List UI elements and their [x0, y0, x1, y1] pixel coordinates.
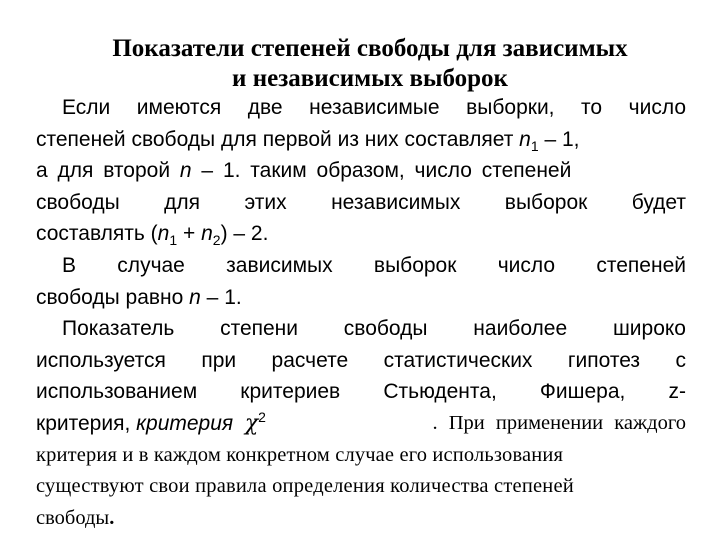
- subscript-1: 1: [530, 137, 539, 154]
- p1-line-5: [36, 218, 686, 250]
- p1-text: – 1,: [538, 127, 580, 151]
- p3-line-1: Показатель степени свободы наиболее широко: [62, 317, 686, 341]
- title-line-1: Показатели степеней свободы для зависимых: [112, 35, 628, 62]
- p1-line-4: свободы для этих независимых выборок будет: [36, 190, 686, 214]
- p2-line-2: [36, 282, 686, 314]
- superscript-2: 2: [258, 408, 266, 425]
- p1-text: составлять (: [36, 222, 158, 246]
- p1-text: степеней свободы для первой из них составляет: [36, 127, 520, 151]
- p2-text: – 1.: [200, 285, 242, 309]
- p1-line-2: [36, 124, 686, 156]
- p1-line-3: [36, 155, 686, 187]
- subscript-1: 1: [169, 232, 178, 249]
- p2-text: свободы равно: [36, 285, 190, 309]
- p1-text: а для второй: [36, 159, 180, 183]
- var-n: n: [519, 127, 531, 151]
- p3-line-2: используется при расчете статистических гипотез с: [36, 348, 686, 372]
- slide-body: [36, 92, 686, 534]
- p1-text: ) – 2.: [220, 222, 269, 246]
- var-n: n: [189, 285, 201, 309]
- chi-symbol: χ: [244, 410, 259, 436]
- var-n: n: [179, 159, 192, 183]
- p3-italic-text: критерия: [136, 411, 234, 435]
- p3-text: свободы: [36, 506, 110, 529]
- p3-line-6: существуют свои правила определения количества степеней: [36, 475, 574, 498]
- subscript-2: 2: [212, 232, 221, 249]
- p1-text: – 1. таким образом, число степеней: [191, 159, 572, 183]
- p3-line-4-left: [36, 408, 266, 440]
- p2-line-1: В случае зависимых выборок число степеней: [62, 253, 686, 277]
- var-n: n: [157, 222, 170, 246]
- plus-sign: +: [177, 222, 202, 246]
- p3-line-5: критерия и в каждом конкретном случае его использования: [36, 443, 564, 466]
- p3-line-7: [36, 503, 686, 535]
- p3-line-4: [36, 408, 686, 440]
- p3-line-3: использованием критериев Стьюдента, Фишера, z-: [36, 380, 686, 404]
- p3-text: критерия,: [36, 411, 137, 435]
- slide-title: [60, 34, 680, 94]
- final-period: .: [109, 506, 115, 529]
- title-line-2: и независимых выборок: [232, 65, 508, 92]
- var-n: n: [201, 222, 213, 246]
- p1-line-1: Если имеются две независимые выборки, то число: [62, 96, 686, 119]
- p3-line-4-right: . При применении каждого: [432, 411, 686, 434]
